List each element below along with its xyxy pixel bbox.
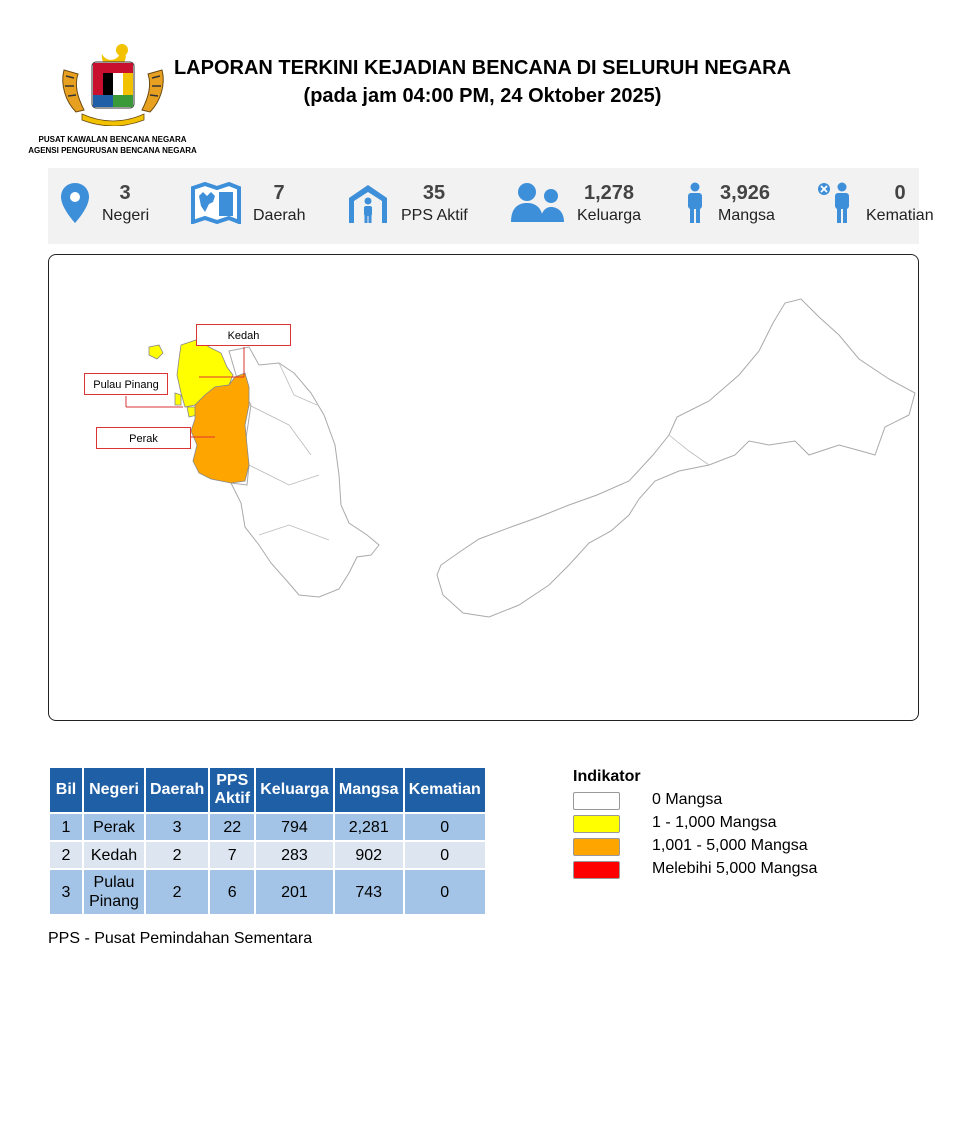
legend-label: Melebihi 5,000 Mangsa [652,860,818,877]
stat-keluarga-value: 1,278 [583,182,635,204]
cell-mangsa: 902 [335,842,403,868]
coat-of-arms-logo [60,40,166,126]
agency-name [20,134,205,156]
table-footnote: PPS - Pusat Pemindahan Sementara [48,930,313,947]
cell-bil: 2 [50,842,82,868]
cell-daerah: 2 [146,842,208,868]
legend-item [573,861,873,879]
stat-mangsa-label: Mangsa [718,207,775,224]
legend-item [573,792,873,810]
stat-kematian-value: 0 [894,182,906,204]
legend-title: Indikator [573,768,641,785]
table-row [50,814,485,840]
stat-daerah-value: 7 [273,182,285,204]
agency-line-1: PUSAT KAWALAN BENCANA NEGARA [38,135,187,144]
col-kematian: Kematian [405,768,485,812]
legend-item [573,838,873,856]
district-map-icon [191,182,241,229]
cell-bil: 3 [50,870,82,914]
cell-daerah: 3 [146,814,208,840]
cell-pps: 6 [210,870,254,914]
legend-item [573,815,873,833]
table-row [50,870,485,914]
map-pin-icon [60,182,90,229]
col-bil: Bil [50,768,82,812]
table-header-row [50,768,485,812]
summary-table [48,766,487,916]
agency-line-2: AGENSI PENGURUSAN BENCANA NEGARA [28,146,197,155]
map-canvas [49,255,918,720]
cell-keluarga: 283 [256,842,332,868]
cell-negeri: Kedah [84,842,144,868]
col-mangsa: Mangsa [335,768,403,812]
legend-swatch-0 [573,792,620,810]
col-pps-aktif: PPS Aktif [210,768,254,812]
deceased-person-icon [817,182,855,229]
stat-mangsa-value: 3,926 [719,182,771,204]
legend-swatch-2 [573,838,620,856]
cell-keluarga: 794 [256,814,332,840]
callout-pulau-pinang: Pulau Pinang [84,373,168,395]
stat-keluarga-label: Keluarga [577,207,642,224]
cell-negeri: Pulau Pinang [84,870,144,914]
stat-daerah-label: Daerah [253,207,306,224]
borneo-outline [437,299,915,617]
cell-negeri: Perak [84,814,144,840]
summary-stats-bar [48,168,934,244]
stat-negeri-label: Negeri [102,207,150,224]
col-keluarga: Keluarga [256,768,332,812]
report-title-main: LAPORAN TERKINI KEJADIAN BENCANA DI SELURUH NEGARA [173,57,792,79]
stat-negeri-value: 3 [119,182,131,204]
person-icon [684,182,706,229]
cell-daerah: 2 [146,870,208,914]
cell-kematian: 0 [405,814,485,840]
legend-label: 0 Mangsa [652,791,723,808]
cell-kematian: 0 [405,842,485,868]
island-langkawi [149,345,163,359]
cell-kematian: 0 [405,870,485,914]
cell-pps: 22 [210,814,254,840]
stat-kematian-label: Kematian [866,207,934,224]
legend-label: 1 - 1,000 Mangsa [652,814,777,831]
family-icon [510,182,566,229]
col-daerah: Daerah [146,768,208,812]
cell-mangsa: 2,281 [335,814,403,840]
report-title [160,54,805,110]
cell-bil: 1 [50,814,82,840]
callout-kedah: Kedah [196,324,291,346]
table-row [50,842,485,868]
col-negeri: Negeri [84,768,144,812]
legend-swatch-3 [573,861,620,879]
callout-perak: Perak [96,427,191,449]
peninsular-outline [229,347,379,597]
stat-pps-value: 35 [422,182,446,204]
cell-pps: 7 [210,842,254,868]
cell-mangsa: 743 [335,870,403,914]
legend-swatch-1 [573,815,620,833]
malaysia-map [48,254,919,721]
shelter-icon [346,182,390,229]
cell-keluarga: 201 [256,870,332,914]
report-title-time: (pada jam 04:00 PM, 24 Oktober 2025) [303,85,662,107]
legend-label: 1,001 - 5,000 Mangsa [652,837,808,854]
stat-pps-label: PPS Aktif [401,207,468,224]
